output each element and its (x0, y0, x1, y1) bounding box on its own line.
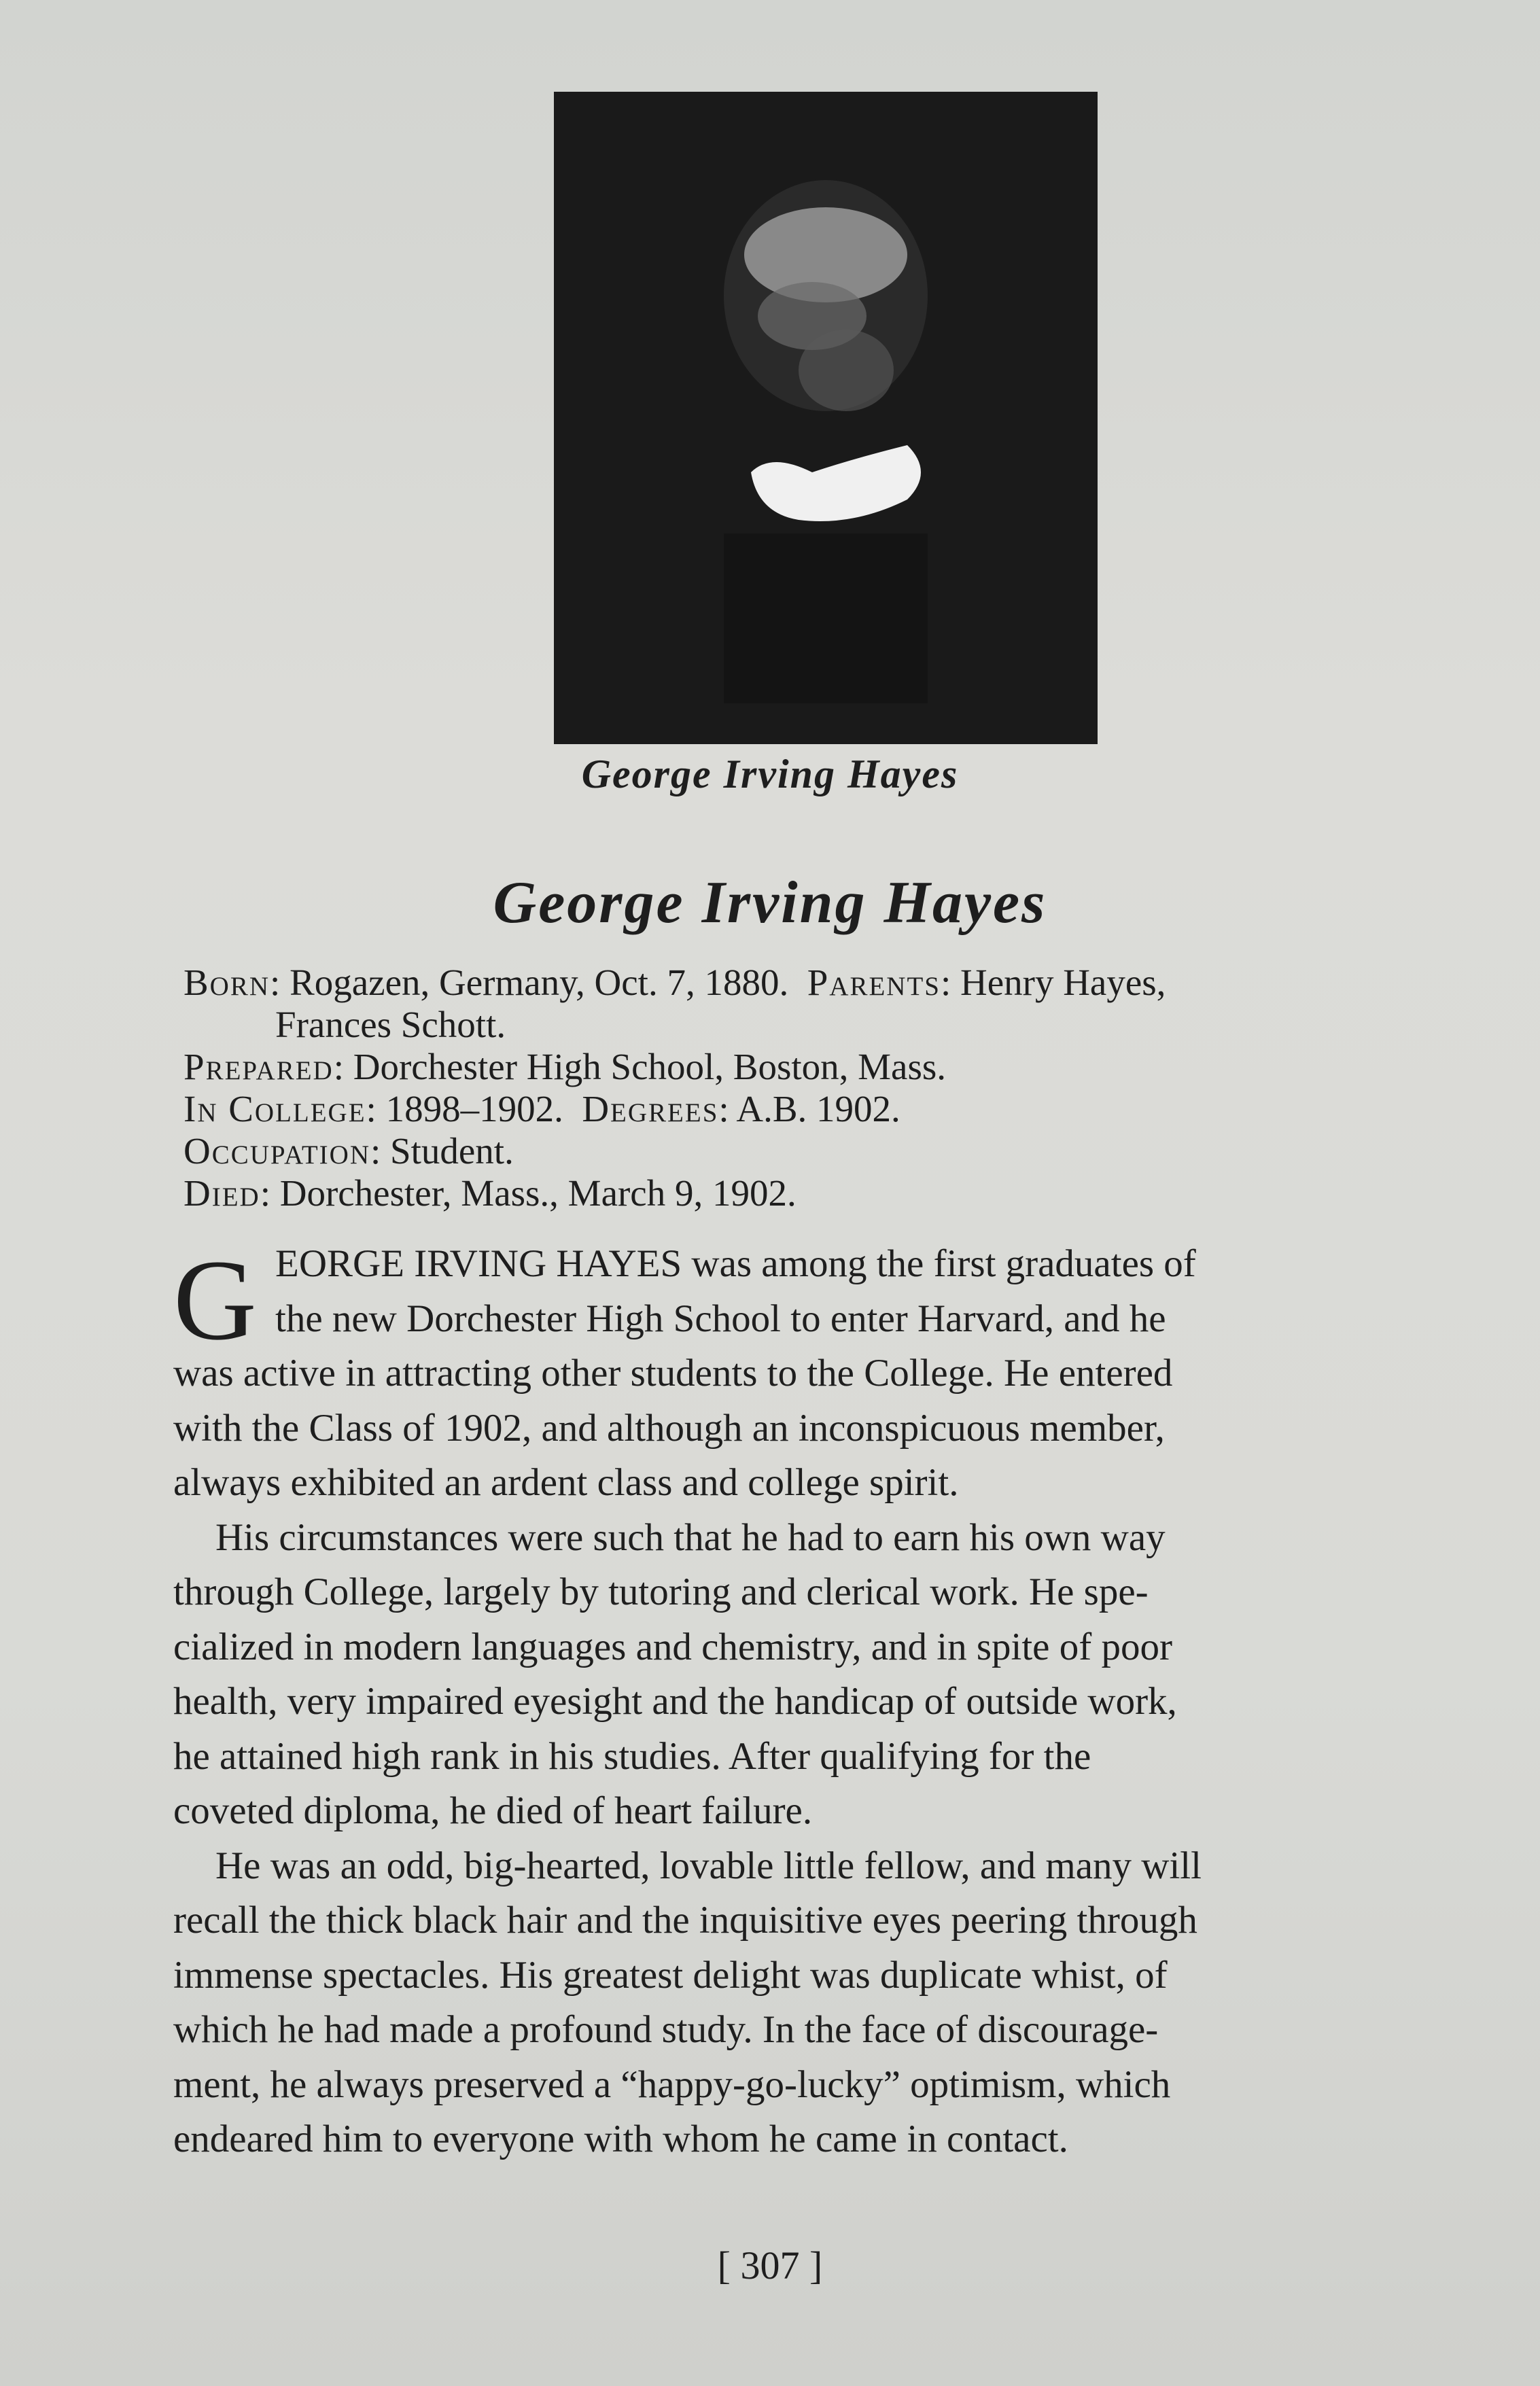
page-number: [ 307 ] (717, 2243, 823, 2287)
paragraph-1-line: with the Class of 1902, and although an inconspicuous member, (173, 1406, 1165, 1450)
paragraph-1-line: was active in attracting other students to the College. He entered (173, 1352, 1173, 1394)
paragraph-2-line: he attained high rank in his studies. After qualifying for the (173, 1734, 1091, 1778)
in-college-label: In College (183, 1088, 366, 1129)
paragraph-1-line: the new Dorchester High School to enter Harvard, and he (275, 1297, 1166, 1340)
parents-continued: Frances Schott. (275, 1004, 506, 1045)
occupation-label: Occupation (183, 1130, 370, 1172)
in-college-value: 1898–1902. (385, 1088, 563, 1129)
biography-facts (183, 962, 1475, 1214)
died-label: Died (183, 1172, 260, 1214)
degrees-label: Degrees (582, 1088, 719, 1129)
photo-caption: George Irving Hayes (581, 752, 959, 796)
prepared-label: Prepared (183, 1046, 334, 1087)
occupation-value: Student. (390, 1130, 514, 1172)
portrait-photo-icon (554, 92, 1098, 744)
paragraph-2-line: through College, largely by tutoring and clerical work. He spe- (173, 1571, 1149, 1613)
degrees-value: A.B. 1902. (736, 1088, 900, 1129)
prepared-line: Prepared: Dorchester High School, Boston, Mass. (183, 1046, 947, 1087)
born-label: Born (183, 962, 270, 1003)
parents-value: Henry Hayes, (960, 962, 1166, 1003)
paragraph-2-line: coveted diploma, he died of heart failure. (173, 1789, 813, 1832)
drop-cap: G (173, 1236, 257, 1364)
died-value: Dorchester, Mass., March 9, 1902. (279, 1172, 797, 1214)
paragraph-3-line: He was an odd, big-hearted, lovable little fellow, and many will (215, 1844, 1202, 1887)
paragraph-3-line: endeared him to everyone with whom he came in contact. (173, 2118, 1068, 2160)
paragraph-3-line: recall the thick black hair and the inquisitive eyes peering through (173, 1899, 1197, 1942)
paragraph-3-line: ment, he always preserved a “happy-go-lucky” optimism, which (173, 2063, 1171, 2106)
college-line: In College: 1898–1902. Degrees: A.B. 1902. (183, 1088, 900, 1129)
born-value: Rogazen, Germany, Oct. 7, 1880. (290, 962, 789, 1003)
biography-body (173, 1237, 1485, 2167)
paragraph-3-line: immense spectacles. His greatest delight was duplicate whist, of (173, 1953, 1168, 1997)
paragraph-3-line: which he had made a profound study. In the face of discourage- (173, 2008, 1159, 2051)
paragraph-2-line: His circumstances were such that he had to earn his own way (215, 1515, 1166, 1559)
born-line: Born: Rogazen, Germany, Oct. 7, 1880. Parents: Henry Hayes, (183, 962, 1166, 1003)
paragraph-2-line: health, very impaired eyesight and the handicap of outside work, (173, 1680, 1177, 1723)
paragraph-1-line: EORGE IRVING HAYES was among the first graduates of (275, 1242, 1196, 1285)
parents-label: Parents (807, 962, 941, 1003)
died-line: Died: Dorchester, Mass., March 9, 1902. (183, 1172, 797, 1214)
biography-title: George Irving Hayes (493, 870, 1047, 936)
portrait-photo (554, 92, 1098, 744)
prepared-value: Dorchester High School, Boston, Mass. (353, 1046, 947, 1087)
paragraph-2-line: cialized in modern languages and chemistry, and in spite of poor (173, 1625, 1172, 1668)
paragraph-1-line: always exhibited an ardent class and college spirit. (173, 1461, 959, 1504)
occupation-line: Occupation: Student. (183, 1130, 514, 1172)
